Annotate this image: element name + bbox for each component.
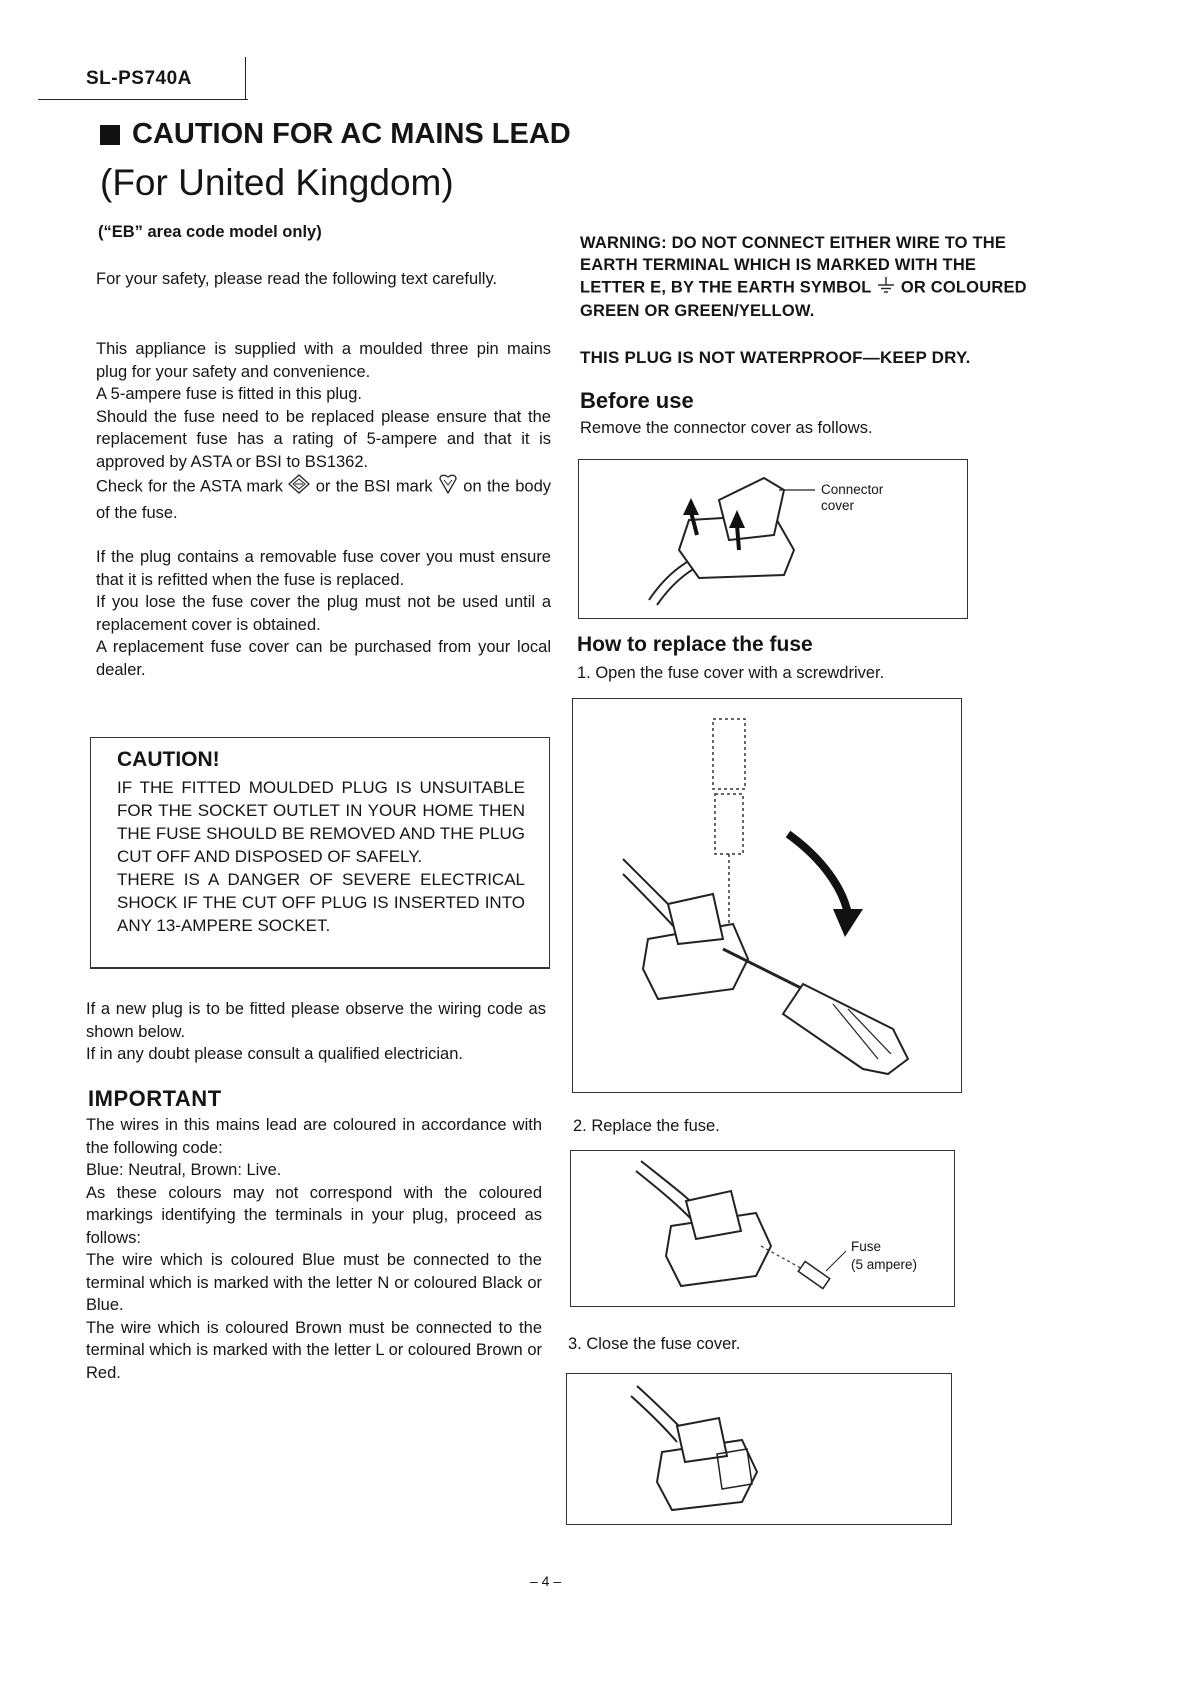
check-text-a: Check for the ASTA mark	[96, 477, 284, 496]
wiring-text: If a new plug is to be fitted please observe the wiring code as shown below.	[86, 1000, 546, 1041]
waterproof-warning: THIS PLUG IS NOT WATERPROOF—KEEP DRY.	[580, 348, 971, 367]
page-title	[100, 118, 571, 151]
connector-cover-figure	[578, 459, 968, 619]
caution-body	[117, 776, 525, 937]
page-number: – 4 –	[530, 1573, 562, 1589]
important-body	[86, 1114, 542, 1384]
connector-cover-drawing	[579, 460, 969, 620]
paragraph-moulded-plug: This appliance is supplied with a moulded three pin mains plug for your safety and convenience.	[96, 340, 551, 381]
page-title-text: CAUTION FOR AC MAINS LEAD	[132, 118, 571, 150]
step-3-text: 3. Close the fuse cover.	[568, 1335, 741, 1353]
before-use-text: Remove the connector cover as follows.	[580, 419, 873, 437]
connector-label: Connector	[821, 482, 884, 497]
paragraph-fuse-rating: Should the fuse need to be replaced please ensure that the replacement fuse has a rating of 5-ampere and that it is approved by ASTA or BSI to BS1362.	[96, 407, 551, 471]
closed-plug-drawing	[567, 1374, 953, 1526]
open-fuse-cover-figure	[572, 698, 962, 1093]
fuse-drawing	[571, 1151, 956, 1308]
paragraph-check-marks	[96, 473, 551, 524]
warning-text: WARNING: DO NOT CONNECT EITHER WIRE TO THE EARTH TERMINAL WHICH IS MARKED WITH THE LETTER E, BY THE EARTH SYMBOL	[580, 234, 1007, 297]
important-blue-wire: The wire which is coloured Blue must be connected to the terminal which is marked with the letter N or coloured Black or Blue.	[86, 1251, 542, 1314]
warning-block	[580, 232, 1040, 322]
important-heading: IMPORTANT	[88, 1086, 222, 1111]
connector-label-cover: cover	[821, 498, 855, 513]
paragraph-replacement-cover: A replacement fuse cover can be purchased from your local dealer.	[96, 638, 551, 679]
step-1-text: 1. Open the fuse cover with a screwdriver.	[577, 664, 885, 682]
caution-title: CAUTION!	[117, 748, 220, 771]
earth-symbol-icon	[876, 276, 896, 300]
replace-fuse-heading: How to replace the fuse	[577, 633, 813, 656]
model-number: SL-PS740A	[86, 68, 192, 89]
bsi-kitemark-icon	[438, 473, 458, 502]
important-brown-wire: The wire which is coloured Brown must be connected to the terminal which is marked with the letter L or coloured Brown or Red.	[86, 1318, 542, 1382]
fuse-cover-block	[96, 546, 551, 681]
caution-text-unsuitable: IF THE FITTED MOULDED PLUG IS UNSUITABLE FOR THE SOCKET OUTLET IN YOUR HOME THEN THE FUSE SHOULD BE REMOVED AND THE PLUG CUT OFF AND DISPOSED OF SAFELY.	[117, 778, 525, 866]
paragraph-fuse-cover: If the plug contains a removable fuse cover you must ensure that it is refitted when the fuse is replaced.	[96, 548, 551, 589]
fuse-label: Fuse	[851, 1239, 882, 1254]
step-2-text: 2. Replace the fuse.	[573, 1117, 720, 1135]
close-fuse-cover-figure	[566, 1373, 952, 1525]
replace-fuse-figure	[570, 1150, 955, 1307]
intro-text: For your safety, please read the following text carefully.	[96, 270, 498, 288]
area-code-note: (“EB” area code model only)	[98, 223, 322, 241]
screwdriver-drawing	[573, 699, 963, 1094]
warning-text-end: OR COLOURED GREEN OR GREEN/YELLOW.	[580, 278, 1027, 320]
wiring-note	[86, 998, 546, 1066]
header-rule	[38, 99, 248, 100]
square-bullet-icon	[100, 125, 120, 145]
fuse-info-block	[96, 338, 551, 524]
page-subtitle: (For United Kingdom)	[100, 162, 454, 203]
caution-box	[90, 737, 550, 969]
asta-mark-icon	[288, 474, 310, 501]
header-rule-vertical	[245, 57, 246, 100]
fuse-rating-label: (5 ampere)	[851, 1257, 918, 1272]
caution-text-danger: THERE IS A DANGER OF SEVERE ELECTRICAL SHOCK IF THE CUT OFF PLUG IS INSERTED INTO ANY 13-AMPERE SOCKET.	[117, 870, 525, 935]
important-colour-code: The wires in this mains lead are coloured in accordance with the following code:	[86, 1116, 542, 1157]
electrician-text: If in any doubt please consult a qualified electrician.	[86, 1045, 463, 1063]
paragraph-lost-cover: If you lose the fuse cover the plug must not be used until a replacement cover is obtained.	[96, 593, 551, 634]
before-use-heading: Before use	[580, 388, 694, 413]
check-text-c: on the body of the fuse.	[96, 477, 552, 522]
important-colours-note: As these colours may not correspond with the coloured markings identifying the terminals in your plug, proceed as follows:	[86, 1183, 542, 1247]
important-blue-brown: Blue: Neutral, Brown: Live.	[86, 1161, 282, 1179]
paragraph-fuse-fitted: A 5-ampere fuse is fitted in this plug.	[96, 385, 362, 403]
check-text-b: or the BSI mark	[315, 477, 433, 496]
